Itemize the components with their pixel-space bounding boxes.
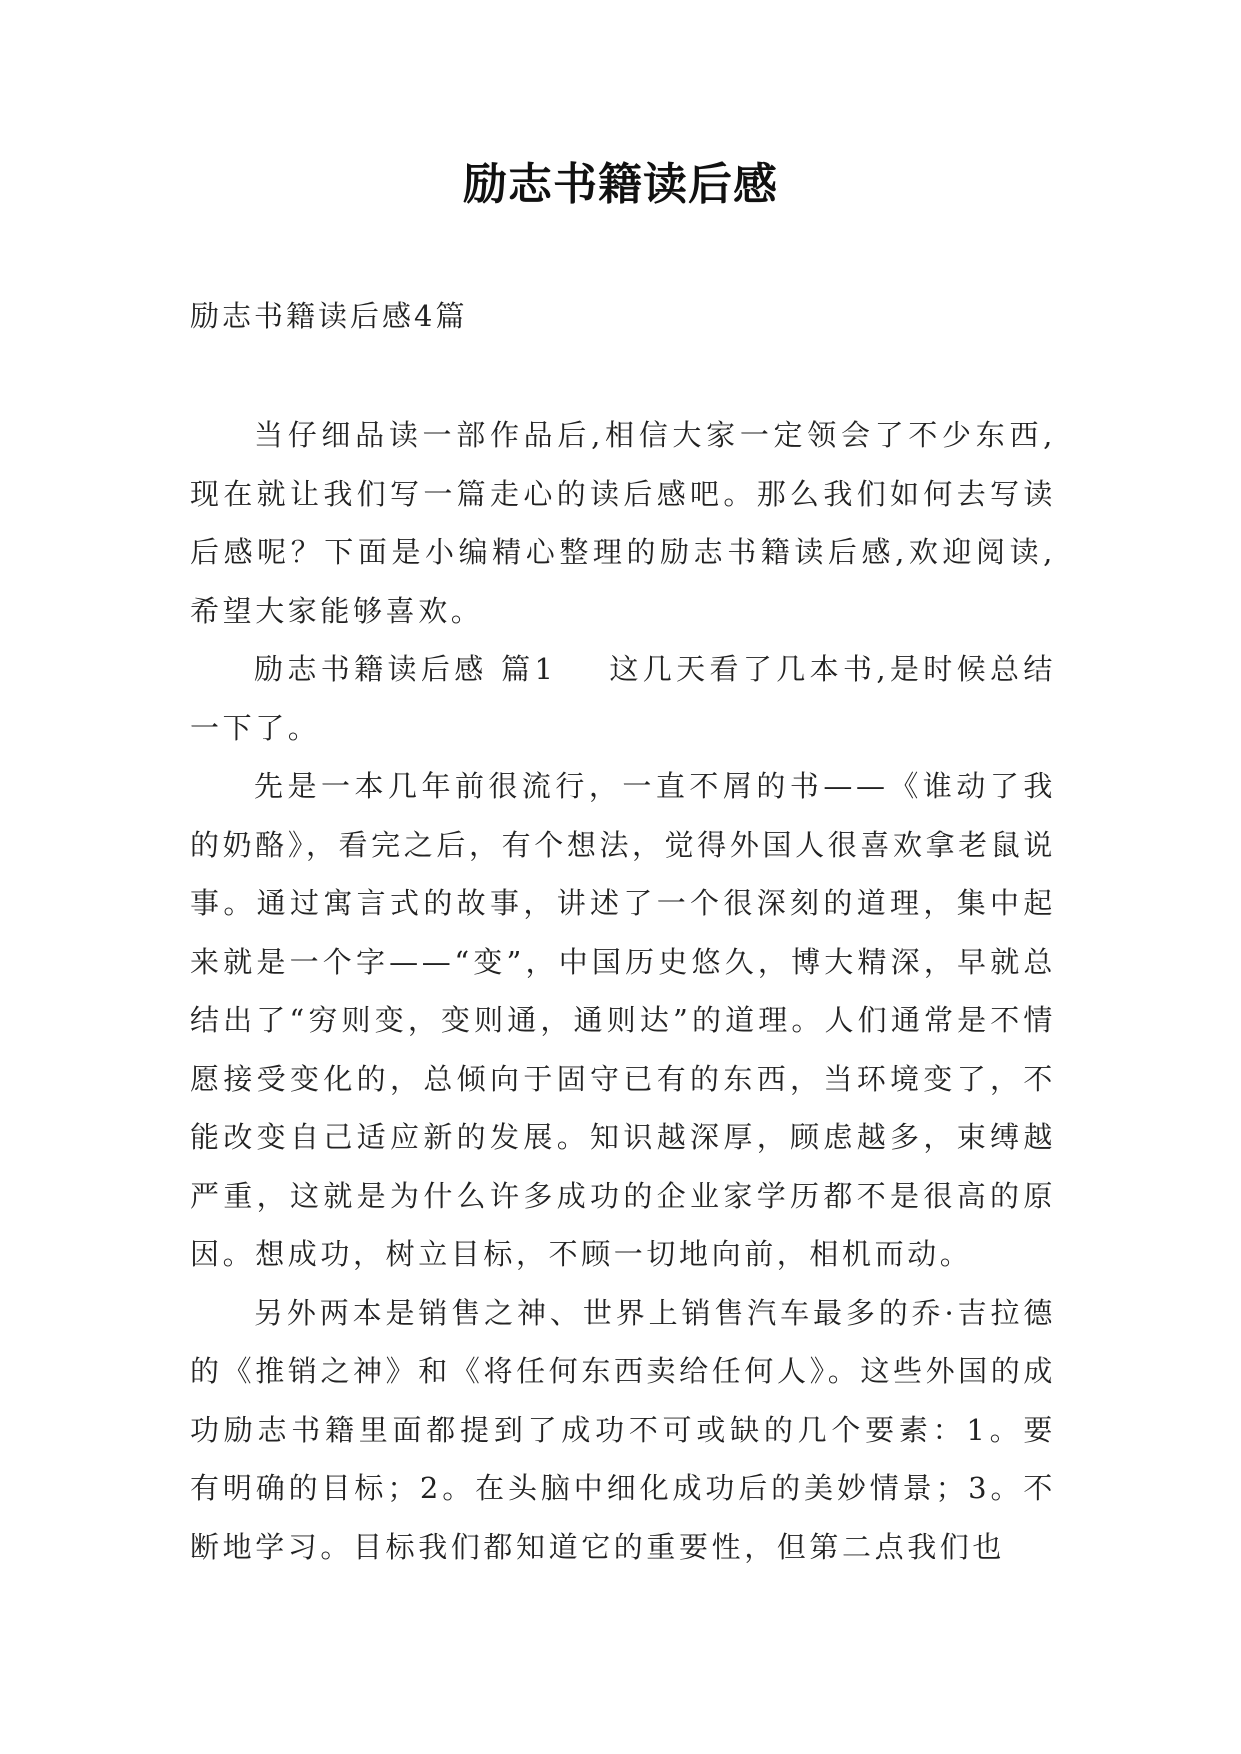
section-1-paragraph [190,640,1056,757]
section-1-text: 这几天看了几本书,是时候总结一下了。 [190,652,1057,745]
document-title: 励志书籍读后感 [463,159,778,210]
document-body [190,406,1056,1576]
section-1-heading: 励志书籍读后感 篇1 [254,652,557,686]
document-subtitle: 励志书籍读后感4篇 [190,299,468,333]
sales-books-paragraph: 另外两本是销售之神、世界上销售汽车最多的乔·吉拉德的《推销之神》和《将任何东西卖给任何人》。这些外国的成功励志书籍里面都提到了成功不可或缺的几个要素：1。要有明确的目标；2。在头脑中细化成功后的美妙情景；3。不断地学习。目标我们都知道它的重要性，但第二点我们也 [190,1295,1056,1564]
intro-paragraph: 当仔细品读一部作品后,相信大家一定领会了不少东西,现在就让我们写一篇走心的读后感吧。那么我们如何去写读后感呢？下面是小编精心整理的励志书籍读后感,欢迎阅读,希望大家能够喜欢。 [190,418,1056,628]
cheese-book-paragraph: 先是一本几年前很流行，一直不屑的书——《谁动了我的奶酪》，看完之后，有个想法，觉得外国人很喜欢拿老鼠说事。通过寓言式的故事，讲述了一个很深刻的道理，集中起来就是一个字——“变”，中国历史悠久，博大精深，早就总结出了“穷则变，变则通，通则达”的道理。人们通常是不情愿接受变化的，总倾向于固守已有的东西，当环境变了，不能改变自己适应新的发展。知识越深厚，顾虑越多，束缚越严重，这就是为什么许多成功的企业家学历都不是很高的原因。想成功，树立目标，不顾一切地向前，相机而动。 [190,769,1056,1271]
